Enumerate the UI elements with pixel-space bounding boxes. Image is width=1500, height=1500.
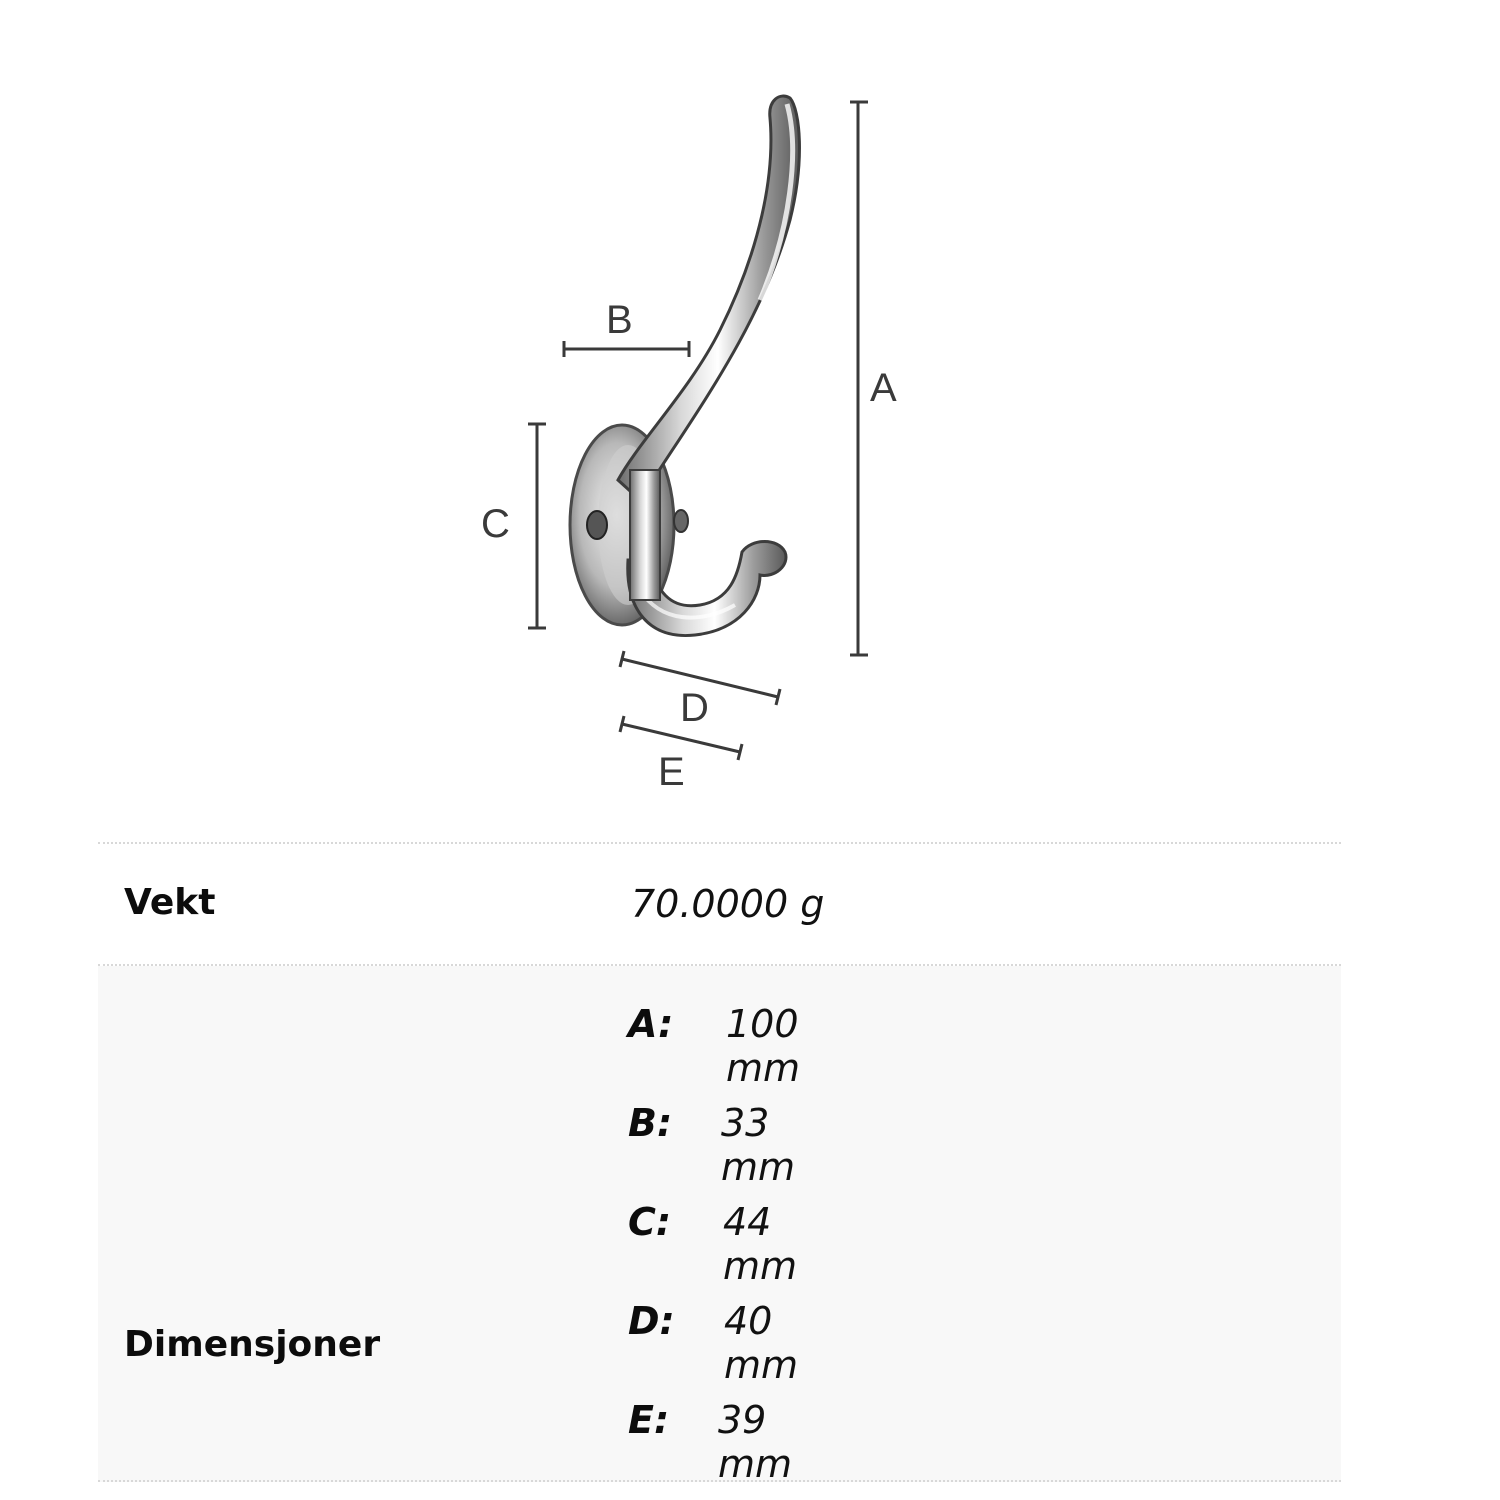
specifications-table: [98, 842, 1341, 1486]
dimensions-label: Dimensjoner: [124, 1324, 381, 1365]
dimension-value: 39 mm: [718, 1398, 793, 1486]
dimension-lines: [528, 102, 868, 760]
dimension-value: 44 mm: [723, 1200, 798, 1288]
dimension-key: B:: [628, 1101, 673, 1145]
dimension-key: C:: [628, 1200, 672, 1244]
dimension-label-c: C: [481, 502, 510, 546]
dimension-value: 100 mm: [726, 1002, 801, 1090]
dimension-key: E:: [628, 1398, 670, 1442]
dimension-label-d: D: [680, 686, 709, 730]
dimension-value: 33 mm: [721, 1101, 796, 1189]
weight-value: 70.0000 g: [631, 882, 825, 926]
dimension-value: 40 mm: [724, 1299, 799, 1387]
hook-body: [570, 96, 799, 636]
dimension-label-e: E: [658, 750, 685, 794]
dimension-label-b: B: [606, 298, 633, 342]
dimension-key: A:: [628, 1002, 674, 1046]
dimension-key: D:: [628, 1299, 675, 1343]
dimension-label-a: A: [870, 366, 897, 410]
weight-label: Vekt: [124, 882, 216, 923]
dimensions-row: [98, 966, 1341, 1486]
weight-row: [98, 844, 1341, 966]
